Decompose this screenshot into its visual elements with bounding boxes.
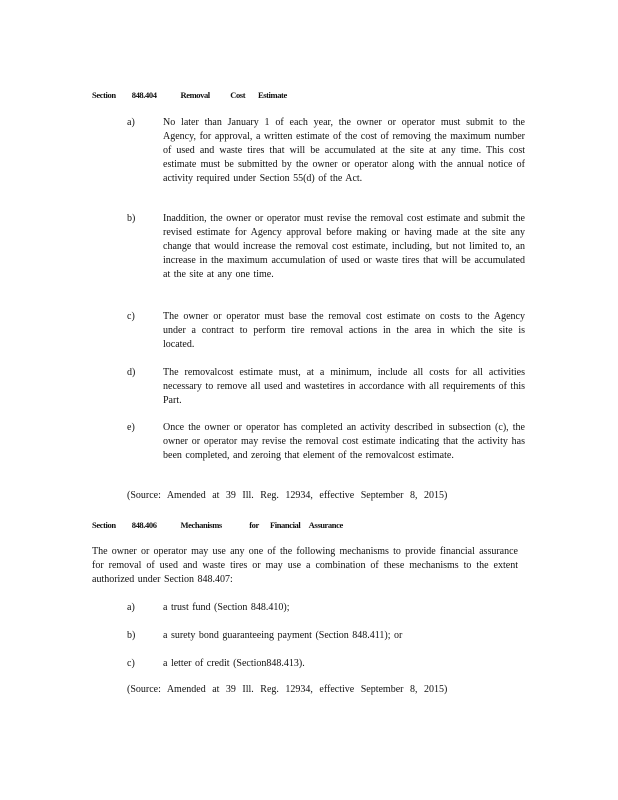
section-number: 848.404 [131,90,157,100]
item-text: The owner or operator must base the removal cost estimate on costs to the Agency under a contract to perform tire removal actions in the area in which the site is located. [163,311,525,350]
item-text: Inaddition, the owner or operator must revise the removal cost estimate and submit the revised estimate for Agency approval before making or having made at the site any change that would increase the removal cost estimate, including, but not limited to, an increase in the maximum accumulation of used or waste tires that will be accumulated at the site at any one time. [163,213,525,280]
section-848-406-heading [92,520,343,530]
item-label: a) [127,117,135,128]
title-word: Removal [180,90,210,100]
item-label: c) [127,311,135,322]
title-word: Assurance [308,520,343,530]
title-word: Estimate [257,90,287,100]
title-word: Mechanisms [180,520,222,530]
item-text: a surety bond guaranteeing payment (Section 848.411); or [163,630,403,641]
item-text: a trust fund (Section 848.410); [163,602,290,613]
section-label: Section [92,520,116,530]
section-848-404-heading [92,90,287,100]
title-word: Financial [269,520,301,530]
item-label: a) [127,602,135,613]
item-label: d) [127,367,136,378]
section-label: Section [92,90,116,100]
title-word: Cost [230,90,246,100]
item-text: The removalcost estimate must, at a minimum, include all costs for all activities necessary to remove all used and wastetires in accordance with all requirements of this Part. [163,367,525,406]
intro-paragraph: The owner or operator may use any one of the following mechanisms to provide financial assurance for removal of used and waste tires or may use a combination of these mechanisms to the extent authorized under Section 848.407: [92,546,518,585]
item-label: b) [127,213,136,224]
source-note: (Source: Amended at 39 Ill. Reg. 12934, effective September 8, 2015) [127,684,448,695]
title-word: for [249,520,259,530]
source-note: (Source: Amended at 39 Ill. Reg. 12934, effective September 8, 2015) [127,490,448,501]
item-text: Once the owner or operator has completed an activity described in subsection (c), the owner or operator may revise the removal cost estimate indicating that the activity has been completed, and zeroing that element of the removalcost estimate. [163,422,525,461]
item-label: c) [127,658,135,669]
item-label: e) [127,422,135,433]
section-number: 848.406 [131,520,157,530]
item-label: b) [127,630,136,641]
item-text: a letter of credit (Section848.413). [163,658,305,669]
item-text: No later than January 1 of each year, the owner or operator must submit to the Agency, for approval, a written estimate of the cost of removing the maximum number of used and waste tires that will be accumulated at the site at any time. This cost estimate must be submitted by the owner or operator along with the annual notice of activity required under Section 55(d) of the Act. [163,117,525,184]
